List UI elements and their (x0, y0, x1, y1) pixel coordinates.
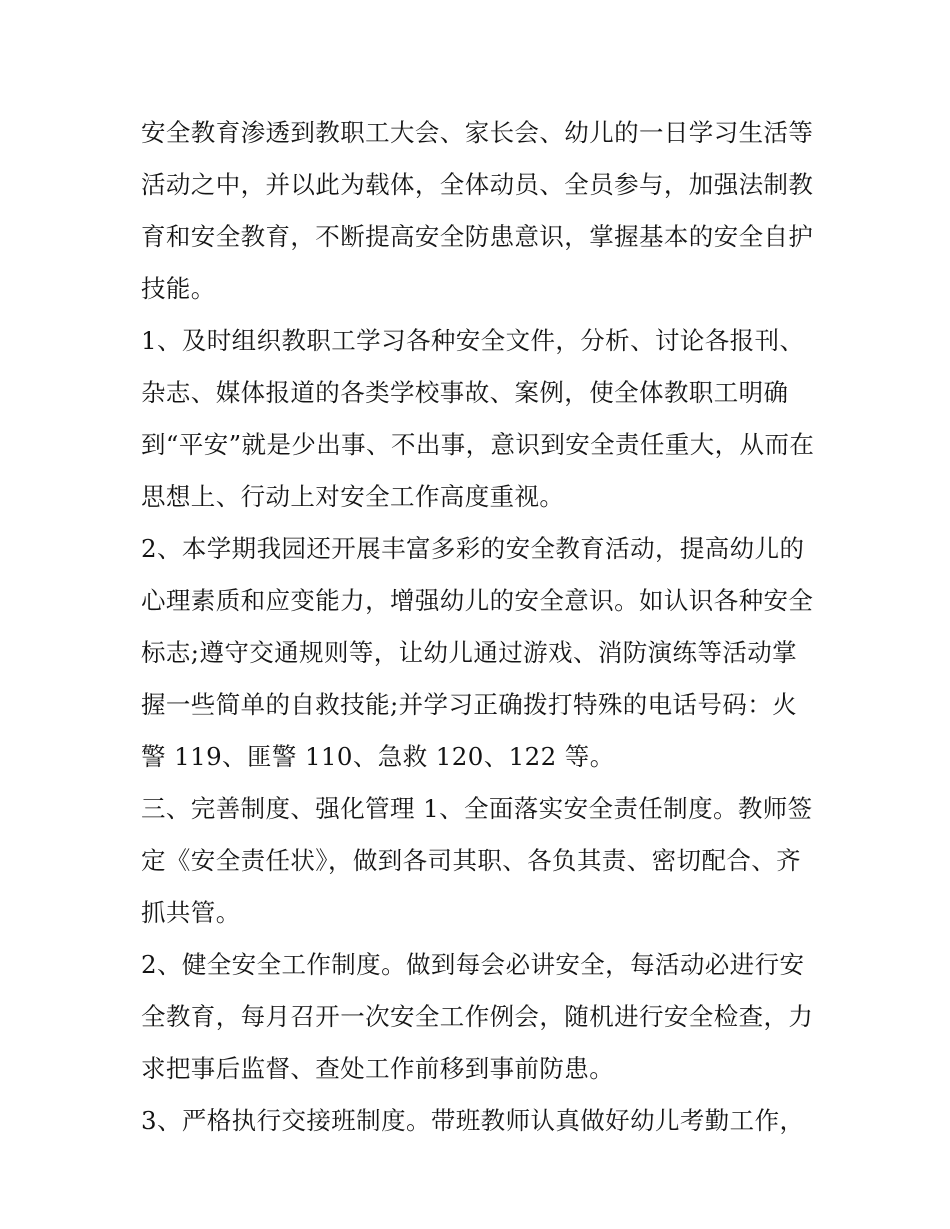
text-line: 育和安全教育，不断提高安全防患意识，掌握基本的安全自护 (141, 222, 814, 251)
text-line: 2、本学期我园还开展丰富多彩的安全教育活动，提高幼儿的 (141, 534, 805, 563)
text-line: 全教育，每月召开一次安全工作例会，随机进行安全检查，力 (141, 1002, 814, 1031)
document-body (141, 107, 821, 1147)
text-line: 到“平安”就是少出事、不出事，意识到安全责任重大，从而在 (141, 430, 815, 459)
text-line: 杂志、媒体报道的各类学校事故、案例，使全体教职工明确 (141, 378, 789, 407)
text-line: 思想上、行动上对安全工作高度重视。 (141, 482, 565, 511)
text-line: 定《安全责任状》，做到各司其职、各负其责、密切配合、齐 (141, 846, 802, 875)
text-line: 安全教育渗透到教职工大会、家长会、幼儿的一日学习生活等 (141, 118, 814, 147)
text-line: 活动之中，并以此为载体，全体动员、全员参与，加强法制教 (141, 170, 814, 199)
text-line: 1、及时组织教职工学习各种安全文件，分析、讨论各报刊、 (141, 326, 805, 355)
text-line: 2、健全安全工作制度。做到每会必讲安全，每活动必进行安 (141, 950, 805, 979)
text-line: 抓共管。 (141, 898, 241, 927)
text-line: 警 119、匪警 110、急救 120、122 等。 (141, 742, 615, 771)
text-line: 3、严格执行交接班制度。带班教师认真做好幼儿考勤工作， (141, 1106, 805, 1135)
text-line: 心理素质和应变能力，增强幼儿的安全意识。如认识各种安全 (141, 586, 814, 615)
text-line: 三、完善制度、强化管理 1、全面落实安全责任制度。教师签 (141, 794, 813, 823)
text-line: 求把事后监督、查处工作前移到事前防患。 (141, 1054, 615, 1083)
text-line: 技能。 (141, 274, 216, 303)
text-line: 握一些简单的自救技能;并学习正确拨打特殊的电话号码：火 (141, 690, 798, 719)
text-line: 标志;遵守交通规则等，让幼儿通过游戏、消防演练等活动掌 (141, 638, 798, 667)
